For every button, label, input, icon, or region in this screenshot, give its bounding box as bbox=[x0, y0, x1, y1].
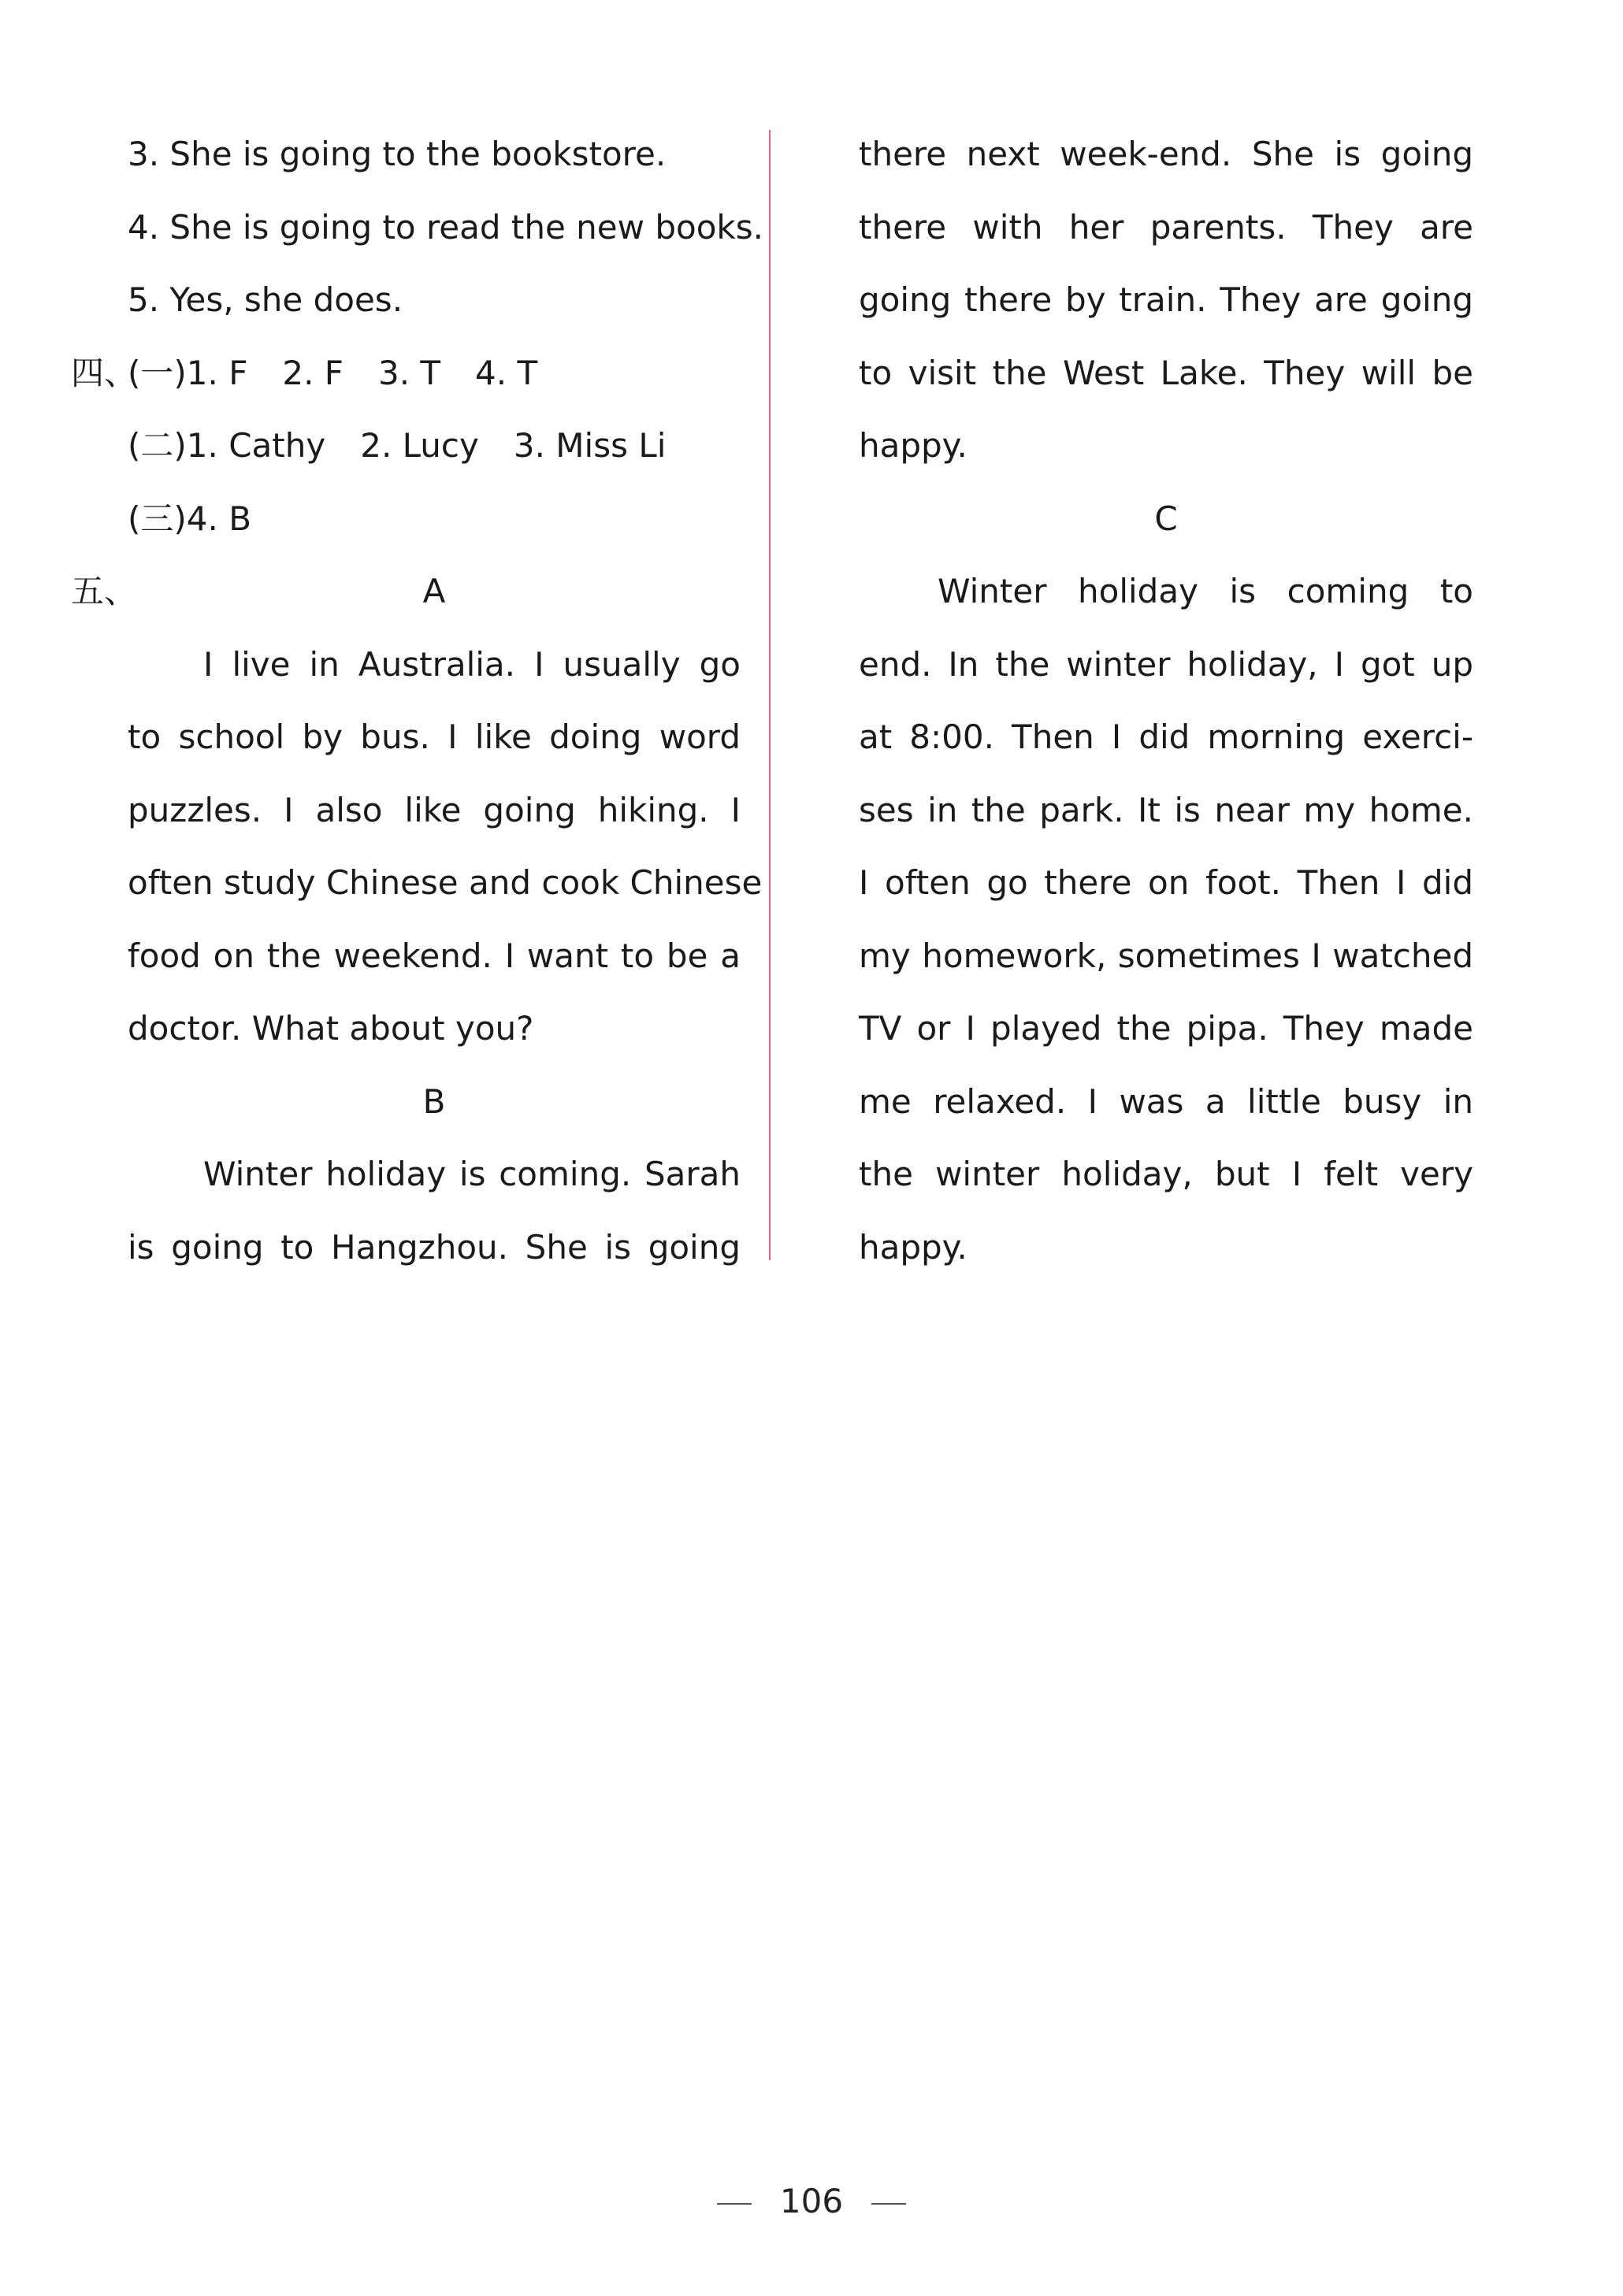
passage-a-line: to school by bus. I like doing word bbox=[128, 718, 741, 756]
part1-item: 3. T bbox=[377, 353, 441, 392]
passage-c-line: TV or I played the pipa. They made bbox=[859, 1009, 1473, 1048]
part1-label: (一) bbox=[128, 353, 187, 392]
footer-dash-left bbox=[717, 2203, 752, 2205]
part1-item: 4. T bbox=[475, 353, 538, 392]
part1-item: 1. F bbox=[186, 353, 248, 392]
passage-a-line: food on the weekend. I want to be a bbox=[128, 936, 741, 975]
passage-c-line: ses in the park. It is near my home. bbox=[859, 790, 1473, 829]
passage-b-line bbox=[71, 1138, 741, 1211]
passage-a-line: often study Chinese and cook Chinese bbox=[128, 863, 763, 902]
section-five-label: 五、 bbox=[71, 572, 138, 610]
answer-5: 5. Yes, she does. bbox=[128, 280, 403, 319]
passage-a-heading-row bbox=[71, 555, 741, 629]
section-four-part2 bbox=[71, 410, 741, 483]
passage-a-line bbox=[71, 629, 741, 702]
passage-c-line: happy. bbox=[859, 1227, 967, 1267]
page-footer bbox=[0, 2182, 1623, 2220]
passage-c-line: end. In the winter holiday, I got up bbox=[859, 644, 1473, 684]
part1-item: 2. F bbox=[282, 353, 344, 392]
passage-c-line: the winter holiday, but I felt very bbox=[859, 1155, 1473, 1193]
passage-c-line: me relaxed. I was a little busy in bbox=[859, 1081, 1473, 1121]
passage-b-line: to visit the West Lake. They will be bbox=[859, 353, 1473, 392]
page-number: 106 bbox=[779, 2182, 844, 2220]
passage-c-line: my homework, sometimes I watched bbox=[859, 936, 1473, 975]
passage-a-line: doctor. What about you? bbox=[128, 1009, 534, 1048]
part2-item: 1. Cathy bbox=[186, 426, 326, 465]
passage-b-line: there with her parents. They are bbox=[859, 207, 1473, 247]
section-four-label: 四、 bbox=[71, 353, 138, 392]
passage-c-line: at 8:00. Then I did morning exerci- bbox=[859, 718, 1473, 756]
column-divider bbox=[769, 130, 771, 1260]
passage-c-line: I often go there on foot. Then I did bbox=[859, 863, 1473, 902]
footer-dash-right bbox=[871, 2203, 906, 2205]
passage-b-text: Winter holiday is coming. Sarah bbox=[203, 1155, 741, 1193]
part2-item: 3. Miss Li bbox=[513, 426, 667, 465]
answer-4: 4. She is going to read the new books. bbox=[128, 207, 763, 247]
passage-a-text: I live in Australia. I usually go bbox=[203, 644, 741, 684]
passage-b-line: going there by train. They are going bbox=[859, 280, 1473, 319]
part3-label: (三) bbox=[128, 499, 187, 538]
passage-b-line: is going to Hangzhou. She is going bbox=[128, 1227, 741, 1267]
passage-c-heading: C bbox=[1154, 499, 1178, 538]
section-four-part1 bbox=[71, 337, 741, 410]
passage-b-line: happy. bbox=[859, 426, 967, 465]
part3-item: 4. B bbox=[186, 499, 252, 538]
passage-c-text: Winter holiday is coming to bbox=[938, 572, 1473, 610]
passage-a-line: puzzles. I also like going hiking. I bbox=[128, 790, 741, 829]
section-four-part3 bbox=[71, 483, 741, 556]
part2-label: (二) bbox=[128, 426, 187, 465]
passage-b-heading: B bbox=[422, 1081, 446, 1121]
passage-a-heading: A bbox=[422, 572, 446, 610]
right-column bbox=[859, 118, 1473, 1284]
part2-item: 2. Lucy bbox=[360, 426, 479, 465]
passage-c-line bbox=[859, 555, 1473, 629]
answer-3: 3. She is going to the bookstore. bbox=[128, 135, 667, 173]
passage-b-line: there next week-end. She is going bbox=[859, 135, 1473, 173]
left-column bbox=[71, 118, 763, 1284]
